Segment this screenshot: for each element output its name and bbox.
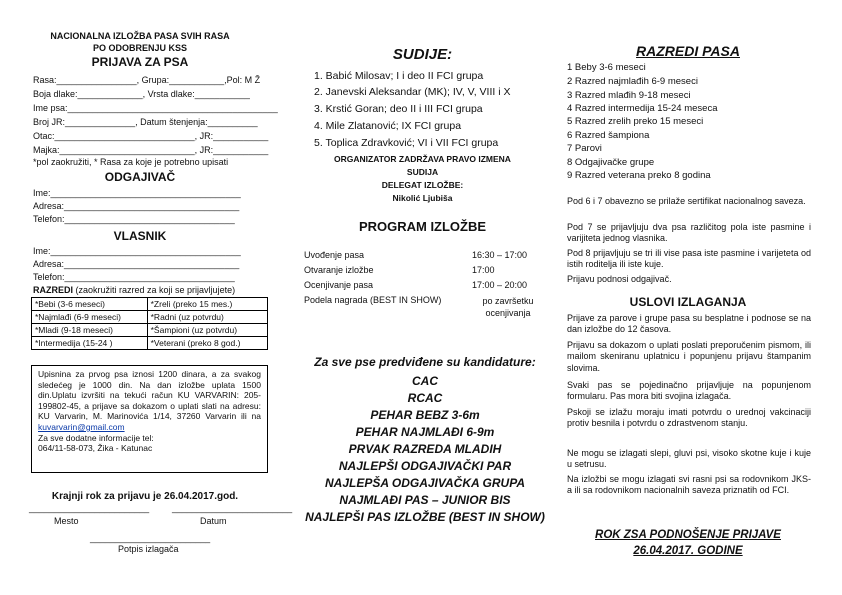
- date-line[interactable]: ________________________: [172, 503, 293, 513]
- program-table: [304, 250, 544, 319]
- classes-table: [31, 297, 268, 350]
- candidature-item: CAC: [412, 374, 438, 388]
- left-column: [0, 0, 293, 595]
- class-item: 9 Razred veterana preko 8 godina: [567, 170, 711, 181]
- place-label: Mesto: [54, 516, 79, 526]
- form-line-name[interactable]: Ime psa:__________________________________________: [33, 103, 278, 113]
- class-item: 1 Beby 3-6 meseci: [567, 62, 646, 73]
- judge-item: 3. Krstić Goran; deo II i III FCI grupa: [314, 103, 483, 115]
- program-time: 16:30 – 17:00: [472, 250, 528, 260]
- condition-item: Na izložbi se mogu izlagati svi rasni psi sa rodovnikom JKS-a ili sa rodovnikom nacionalnih saveza priznatih od FCI.: [567, 474, 811, 496]
- candidature-item: PRVAK RAZREDA MLADIH: [348, 442, 502, 456]
- table-row: [32, 311, 268, 324]
- candidature-item: NAJMLAĐI PAS – JUNIOR BIS: [339, 493, 511, 507]
- condition-item: Prijave za parove i grupe pasa su besplatne i podnose se na dan izložbe do 12 časova.: [567, 313, 811, 335]
- class-cell[interactable]: *Radni (uz potvrdu): [147, 311, 267, 324]
- class-cell[interactable]: *Mladi (9-18 meseci): [32, 324, 148, 337]
- form-note: *pol zaokružiti, * Rasa za koje je potrebno upisati: [33, 157, 229, 167]
- breeder-phone-field[interactable]: Telefon:__________________________________: [33, 214, 235, 224]
- candidature-item: PEHAR BEBZ 3-6m: [370, 408, 480, 422]
- signature-line[interactable]: ________________________: [90, 533, 211, 543]
- breeder-address-field[interactable]: Adresa:___________________________________: [33, 201, 240, 211]
- class-item: 7 Parovi: [567, 143, 602, 154]
- program-item: Otvaranje izložbe: [304, 265, 374, 275]
- form-line-mother[interactable]: Majka:___________________________, JR:___________: [33, 145, 269, 155]
- class-cell[interactable]: *Veterani (preko 8 god.): [147, 337, 267, 350]
- owner-name-field[interactable]: Ime:______________________________________: [33, 246, 241, 256]
- class-item: 5 Razred zrelih preko 15 meseci: [567, 116, 704, 127]
- form-line-jr[interactable]: Broj JR:______________, Datum štenjenja:__________: [33, 117, 258, 127]
- candidature-item: PEHAR NAJMLAĐI 6-9m: [355, 425, 495, 439]
- program-item: Uvođenje pasa: [304, 250, 365, 260]
- table-row: [304, 265, 544, 280]
- condition-item: Prijavu sa dokazom o uplati poslati preporučenim pismom, ili mailom skeniranu uplatnicu i popunjenu prijavu štampanim slovima.: [567, 340, 811, 373]
- judge-item: 4. Mile Zlatanović; IX FCI grupa: [314, 120, 462, 132]
- class-cell[interactable]: *Najmlađi (6-9 meseci): [32, 311, 148, 324]
- payment-text: Upisnina za prvog psa iznosi 1200 dinara, a za svakog sledećeg je 1000 din. Na dan izložbe uplata 1500 din.Uplatu izvršiti na tekući račun KU VARVARIN: 205-199802-45, a prijave sa dokazom o uplati slati na adresu: KU Varvarin, M. Marinovića 1/14, 37260 Varvarin ili na: [38, 369, 261, 422]
- candidatures-title: Za sve pse predviđene su kandidature:: [314, 355, 536, 369]
- candidature-item: NAJLEPŠI ODGAJIVAČKI PAR: [338, 459, 512, 473]
- organizer-note-2: SUDIJA: [406, 167, 439, 177]
- middle-column: [290, 0, 560, 595]
- form-line-father[interactable]: Otac:____________________________, JR:___________: [33, 131, 269, 141]
- judge-item: 5. Toplica Zdravković; VI i VII FCI grupa: [314, 137, 499, 149]
- deadline-date: 26.04.2017. GODINE: [633, 545, 743, 557]
- note-item: Pod 8 prijavljuju se tri ili vise pasa iste pasmine i varijeteta od istih roditelja ili iste kuje.: [567, 248, 811, 270]
- deadline: Krajnji rok za prijavu je 26.04.2017.god.: [51, 491, 239, 502]
- breeder-name-field[interactable]: Ime:______________________________________: [33, 188, 241, 198]
- classes-title: RAZREDI: [33, 285, 73, 295]
- judge-item: 2. Janevski Aleksandar (MK); IV, V, VIII i X: [314, 86, 511, 98]
- table-row: [32, 324, 268, 337]
- email-link[interactable]: kuvarvarin@gmail.com: [38, 421, 125, 432]
- program-title: PROGRAM IZLOŽBE: [358, 219, 487, 234]
- table-row: [304, 250, 544, 265]
- classes-title: RAZREDI PASA: [636, 43, 740, 59]
- delegate-name: Nikolić Ljubiša: [392, 193, 453, 203]
- condition-item: Svaki pas se pojedinačno prijavljuje na popunjenom formularu. Pas mora biti svojina izlagača.: [567, 380, 811, 402]
- note-item: Prijavu podnosi odgajivač.: [567, 274, 672, 284]
- judge-item: 1. Babić Milosav; I i deo II FCI grupa: [314, 70, 484, 82]
- table-row: [32, 298, 268, 311]
- owner-title: VLASNIK: [113, 229, 167, 243]
- conditions-title: USLOVI IZLAGANJA: [629, 295, 747, 309]
- right-column: [563, 0, 823, 595]
- class-item: 4 Razred intermedija 15-24 meseca: [567, 103, 718, 114]
- note-item: Pod 6 i 7 obavezno se prilaže sertifikat nacionalnog saveza.: [567, 196, 806, 206]
- judges-title: SUDIJE:: [392, 46, 453, 63]
- program-time: po završetku ocenjivanja: [482, 296, 534, 318]
- classes-heading: [33, 285, 235, 295]
- organizer-note: ORGANIZATOR ZADRŽAVA PRAVO IZMENA: [334, 154, 511, 164]
- program-time: 17:00: [472, 265, 495, 275]
- condition-item: Pskoji se izlažu moraju imati potvrdu o urednoj vakcinaciji protiv besnila i potvrdu o zdrastvenom stanju.: [567, 407, 811, 429]
- place-line[interactable]: ________________________: [29, 503, 150, 513]
- table-row: [304, 280, 544, 295]
- info-line: Za sve dodatne informacije tel:: [38, 432, 154, 443]
- classes-hint: (zaokružiti razred za koji se prijavljujete): [75, 285, 236, 295]
- form-line-breed[interactable]: Rasa:________________, Grupa:___________,Pol: M Ž: [33, 75, 261, 85]
- owner-phone-field[interactable]: Telefon:__________________________________: [33, 272, 235, 282]
- class-cell[interactable]: *Šampioni (uz potvrdu): [147, 324, 267, 337]
- form-title: PRIJAVA ZA PSA: [91, 55, 189, 69]
- candidature-item: NAJLEPŠA ODGAJIVAČKA GRUPA: [324, 476, 526, 490]
- owner-address-field[interactable]: Adresa:___________________________________: [33, 259, 240, 269]
- condition-item: Ne mogu se izlagati slepi, gluvi psi, visoko skotne kuje i kuje u setrusu.: [567, 448, 811, 470]
- table-row: [304, 295, 544, 319]
- program-time: 17:00 – 20:00: [472, 280, 528, 290]
- phone-line: 064/11-58-073, Žika - Katunac: [38, 443, 153, 454]
- class-item: 6 Razred šampiona: [567, 130, 650, 141]
- candidature-item: NAJLEPŠI PAS IZLOŽBE (BEST IN SHOW): [305, 510, 545, 524]
- date-label: Datum: [200, 516, 227, 526]
- table-row: [32, 337, 268, 350]
- candidature-item: RCAC: [407, 391, 443, 405]
- note-item: Pod 7 se prijavljuju dva psa različitog pola iste pasmine i varijiteta jednog vlasnika.: [567, 222, 811, 244]
- header-line2: PO ODOBRENJU KSS: [92, 43, 188, 53]
- program-item: Ocenjivanje pasa: [304, 280, 374, 290]
- class-item: 2 Razred najmlađih 6-9 meseci: [567, 76, 698, 87]
- class-item: 8 Odgajivačke grupe: [567, 157, 655, 168]
- header-line1: NACIONALNA IZLOŽBA PASA SVIH RASA: [50, 31, 230, 41]
- class-cell[interactable]: *Zreli (preko 15 mes.): [147, 298, 267, 311]
- class-item: 3 Razred mlađih 9-18 meseci: [567, 90, 691, 101]
- form-line-coat[interactable]: Boja dlake:_____________, Vrsta dlake:___________: [33, 89, 250, 99]
- delegate-title: DELEGAT IZLOŽBE:: [381, 180, 464, 190]
- payment-box: [31, 365, 268, 473]
- breeder-title: ODGAJIVAČ: [104, 170, 176, 184]
- deadline-title: ROK ZSA PODNOŠENJE PRIJAVE: [595, 529, 781, 541]
- program-item: Podela nagrada (BEST IN SHOW): [304, 295, 442, 305]
- class-cell[interactable]: *Intermedija (15-24 ): [32, 337, 148, 350]
- signature-label: Potpis izlagača: [118, 544, 179, 554]
- class-cell[interactable]: *Bebi (3-6 meseci): [32, 298, 148, 311]
